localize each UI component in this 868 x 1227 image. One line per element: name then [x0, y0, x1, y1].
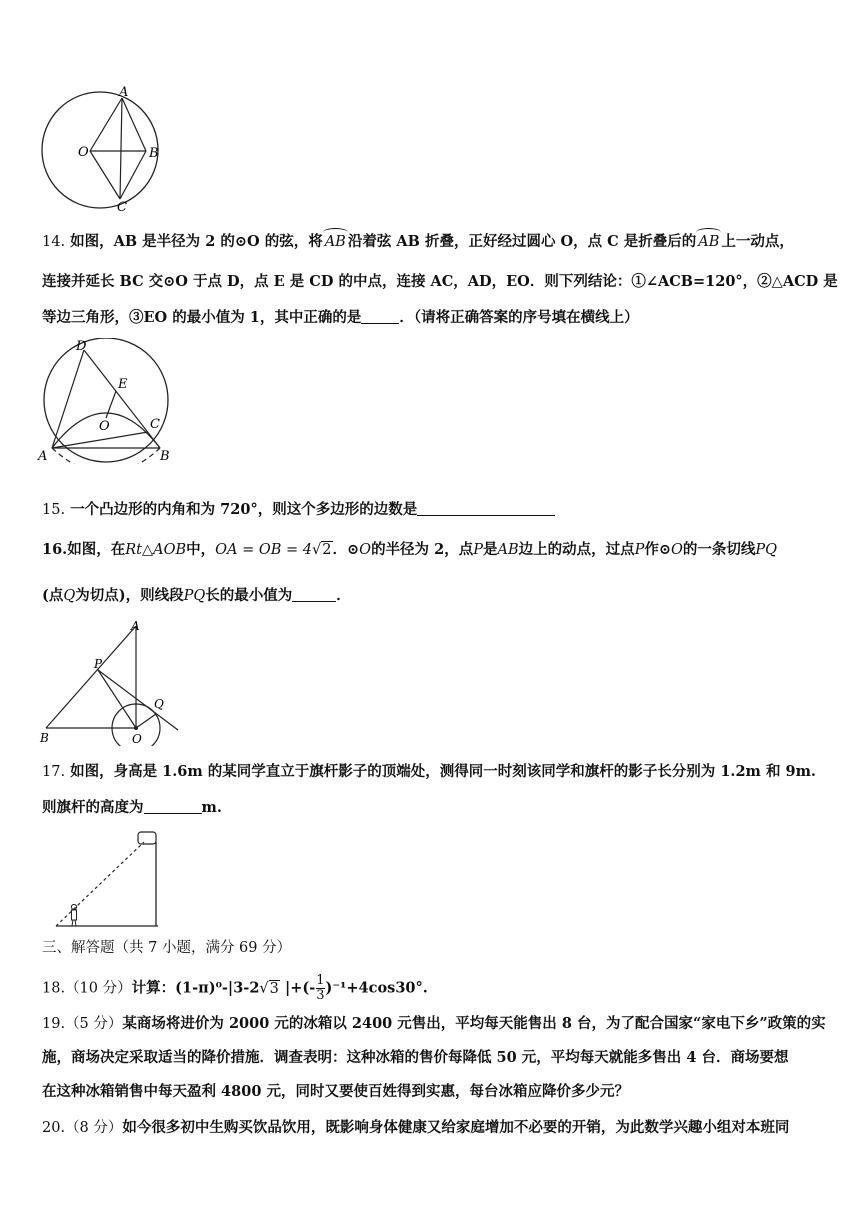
label-d: D — [76, 339, 87, 354]
q17-line-1: 17. 如图，身高是 1.6m 的某同学直立于旗杆影子的顶端处，测得同一时刻该同学和旗杆的影子长分别为 1.2m 和 9m. — [42, 763, 816, 780]
answer-blank[interactable] — [292, 587, 336, 602]
label-o: O — [132, 732, 142, 746]
q16-line-2: (点Q为切点)，则线段PQ长的最小值为 ． — [42, 587, 351, 604]
sqrt-2: √2 — [312, 542, 332, 558]
q14-line-2: 连接并延长 BC 交⊙O 于点 D，点 E 是 CD 的中点，连接 AC，AD，EO．则下列结论：①∠ACB=120°，②△ACD 是 — [42, 273, 838, 290]
label-q: Q — [154, 697, 164, 711]
q16-line-1: 16.如图，在Rt△AOB中，OA = OB = 4√2．⊙O的半径为 2，点P是AB边上的动点，过点P作⊙O的一条切线PQ — [42, 541, 778, 558]
label-a: A — [131, 619, 140, 633]
q20-points: （8 分） — [65, 1120, 123, 1136]
label-c: C — [117, 200, 127, 214]
label-b: B — [40, 731, 49, 745]
label-e: E — [118, 377, 128, 392]
q18-points: （10 分） — [65, 980, 132, 997]
arc-ab: AB — [324, 234, 346, 250]
figure-q13-circle — [40, 86, 170, 214]
q19-line-2: 施，商场决定采取适当的降价措施．调查表明：这种冰箱的售价每降低 50 元，平均每天就能多售出 4 台．商场要想 — [42, 1049, 789, 1066]
answer-blank[interactable] — [144, 799, 202, 814]
label-b: B — [160, 449, 170, 464]
q14-line-1: 14. 如图，AB 是半径为 2 的⊙O 的弦，将 AB 沿着弦 AB 折叠，正好经过圆心 O，点 C 是折叠后的 AB 上一动点， — [42, 233, 794, 250]
label-c: C — [150, 417, 160, 432]
label-b: B — [149, 146, 159, 161]
q14-number: 14. — [42, 234, 66, 250]
q16-number: 16. — [42, 541, 68, 558]
q19-number: 19. — [42, 1016, 66, 1032]
section-3-title: 三、解答题（共 7 小题，满分 69 分） — [42, 940, 292, 956]
q17-line-2: 则旗杆的高度为 m. — [42, 799, 222, 816]
label-a: A — [119, 86, 129, 100]
label-p: P — [94, 657, 103, 671]
fraction-one-third: $\frac{1}{3}$ — [316, 973, 325, 1003]
arc-ab: AB — [698, 234, 720, 250]
q15-number: 15. — [42, 502, 66, 518]
label-a: A — [38, 449, 48, 464]
answer-blank[interactable] — [417, 501, 555, 516]
label-o: O — [78, 145, 89, 160]
q18-number: 18. — [42, 980, 66, 997]
figure-q14-circle — [36, 338, 176, 464]
q19-line-1: 19.（5 分）某商场将进价为 2000 元的冰箱以 2400 元售出，平均每天能售出 8 台，为了配合国家“家电下乡”政策的实 — [42, 1015, 826, 1032]
figure-q16-triangle — [36, 618, 186, 746]
q19-line-3: 在这种冰箱销售中每天盈利 4800 元，同时又要使百姓得到实惠，每台冰箱应降价多少元？ — [42, 1083, 629, 1100]
label-o: O — [99, 419, 110, 434]
q20-number: 20. — [42, 1120, 66, 1136]
q15-line: 15. 一个凸边形的内角和为 720°，则这个多边形的边数是 — [42, 500, 832, 520]
figure-q17-flagpole — [52, 828, 164, 932]
q14-line-3: 等边三角形，③EO 的最小值为 1，其中正确的是 ．（请将正确答案的序号填在横线上） — [42, 309, 639, 326]
q17-number: 17. — [42, 764, 66, 780]
sqrt-3: √3 — [259, 980, 279, 997]
q18-line: 18.（10 分）计算：(1-π)⁰-|3-2√3 |+(- $\frac{1}{3}$ )⁻¹+4cos30°. — [42, 973, 428, 1003]
q20-line-1: 20.（8 分）如今很多初中生购买饮品饮用，既影响身体健康又给家庭增加不必要的开销，为此数学兴趣小组对本班同 — [42, 1119, 790, 1136]
answer-blank[interactable] — [361, 309, 399, 324]
q19-points: （5 分） — [65, 1016, 123, 1032]
